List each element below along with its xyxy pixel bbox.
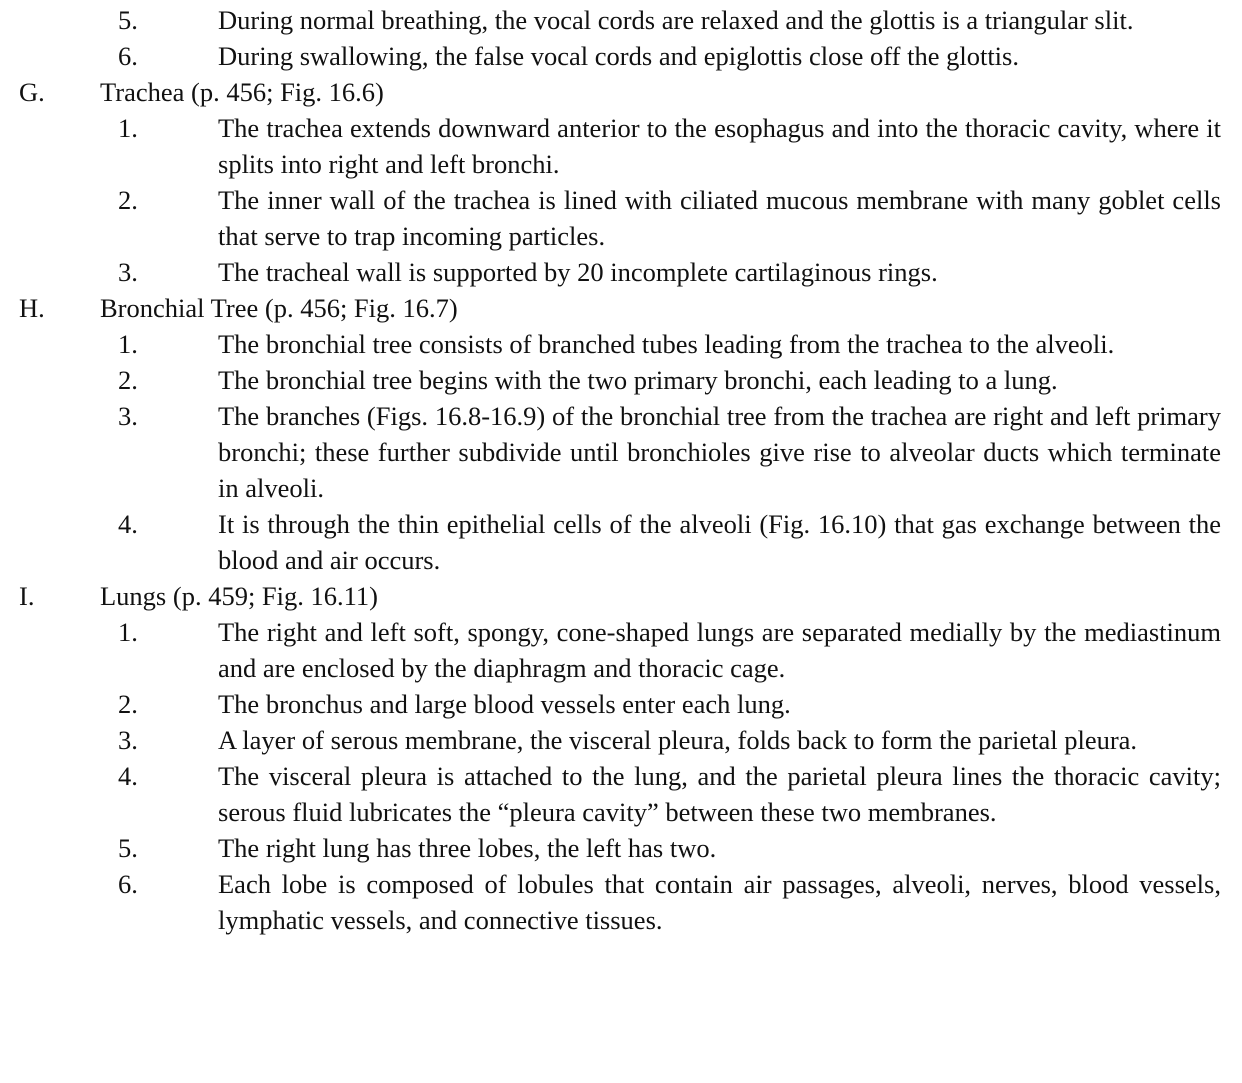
item-number: 3. <box>118 725 138 755</box>
section-title: Trachea (p. 456; Fig. 16.6) <box>100 77 384 107</box>
outline-item <box>0 38 1242 74</box>
outline-item <box>0 362 1242 398</box>
outline-item <box>0 2 1242 38</box>
item-text: The bronchial tree begins with the two primary bronchi, each leading to a lung. <box>218 365 1058 395</box>
section-heading-trachea <box>0 74 1242 110</box>
item-number: 6. <box>118 869 138 899</box>
item-text: The tracheal wall is supported by 20 incomplete cartilaginous rings. <box>218 257 938 287</box>
outline-item <box>0 758 1242 830</box>
item-number: 5. <box>118 833 138 863</box>
outline-item <box>0 326 1242 362</box>
outline-item <box>0 830 1242 866</box>
item-number: 4. <box>118 509 138 539</box>
item-number: 2. <box>118 365 138 395</box>
item-text: It is through the thin epithelial cells of the alveoli (Fig. 16.10) that gas exchange between the blood and air occurs. <box>218 509 1221 575</box>
section-letter: H. <box>19 293 45 323</box>
outline-item <box>0 614 1242 686</box>
outline-item <box>0 254 1242 290</box>
section-title: Bronchial Tree (p. 456; Fig. 16.7) <box>100 293 458 323</box>
item-number: 1. <box>118 113 138 143</box>
outline-item <box>0 722 1242 758</box>
section-heading-bronchial-tree <box>0 290 1242 326</box>
outline-item <box>0 398 1242 506</box>
outline-item <box>0 182 1242 254</box>
outline-item <box>0 506 1242 578</box>
item-text: During normal breathing, the vocal cords are relaxed and the glottis is a triangular slit. <box>218 5 1134 35</box>
item-text: The right and left soft, spongy, cone-shaped lungs are separated medially by the mediastinum and are enclosed by the diaphragm and thoracic cage. <box>218 617 1221 683</box>
section-letter: G. <box>19 77 45 107</box>
item-number: 1. <box>118 617 138 647</box>
section-heading-lungs <box>0 578 1242 614</box>
item-number: 3. <box>118 401 138 431</box>
item-text: The inner wall of the trachea is lined with ciliated mucous membrane with many goblet cells that serve to trap incoming particles. <box>218 185 1221 251</box>
outline-item <box>0 110 1242 182</box>
item-text: The trachea extends downward anterior to the esophagus and into the thoracic cavity, where it splits into right and left bronchi. <box>218 113 1221 179</box>
outline-item <box>0 866 1242 938</box>
item-text: The visceral pleura is attached to the lung, and the parietal pleura lines the thoracic cavity; serous fluid lubricates the “pleura cavity” between these two membranes. <box>218 761 1221 827</box>
item-text: The branches (Figs. 16.8-16.9) of the bronchial tree from the trachea are right and left primary bronchi; these further subdivide until bronchioles give rise to alveolar ducts which terminate in alveoli. <box>218 401 1221 503</box>
item-text: The bronchus and large blood vessels enter each lung. <box>218 689 791 719</box>
item-number: 1. <box>118 329 138 359</box>
outline-item <box>0 686 1242 722</box>
item-text: The bronchial tree consists of branched tubes leading from the trachea to the alveoli. <box>218 329 1115 359</box>
item-text: Each lobe is composed of lobules that contain air passages, alveoli, nerves, blood vessels, lymphatic vessels, and connective tissues. <box>218 869 1221 935</box>
item-number: 2. <box>118 185 138 215</box>
item-number: 6. <box>118 41 138 71</box>
item-text: During swallowing, the false vocal cords and epiglottis close off the glottis. <box>218 41 1019 71</box>
item-text: The right lung has three lobes, the left has two. <box>218 833 717 863</box>
item-number: 4. <box>118 761 138 791</box>
item-number: 5. <box>118 5 138 35</box>
item-text: A layer of serous membrane, the visceral pleura, folds back to form the parietal pleura. <box>218 725 1138 755</box>
section-title: Lungs (p. 459; Fig. 16.11) <box>100 581 379 611</box>
item-number: 3. <box>118 257 138 287</box>
item-number: 2. <box>118 689 138 719</box>
section-letter: I. <box>19 581 35 611</box>
